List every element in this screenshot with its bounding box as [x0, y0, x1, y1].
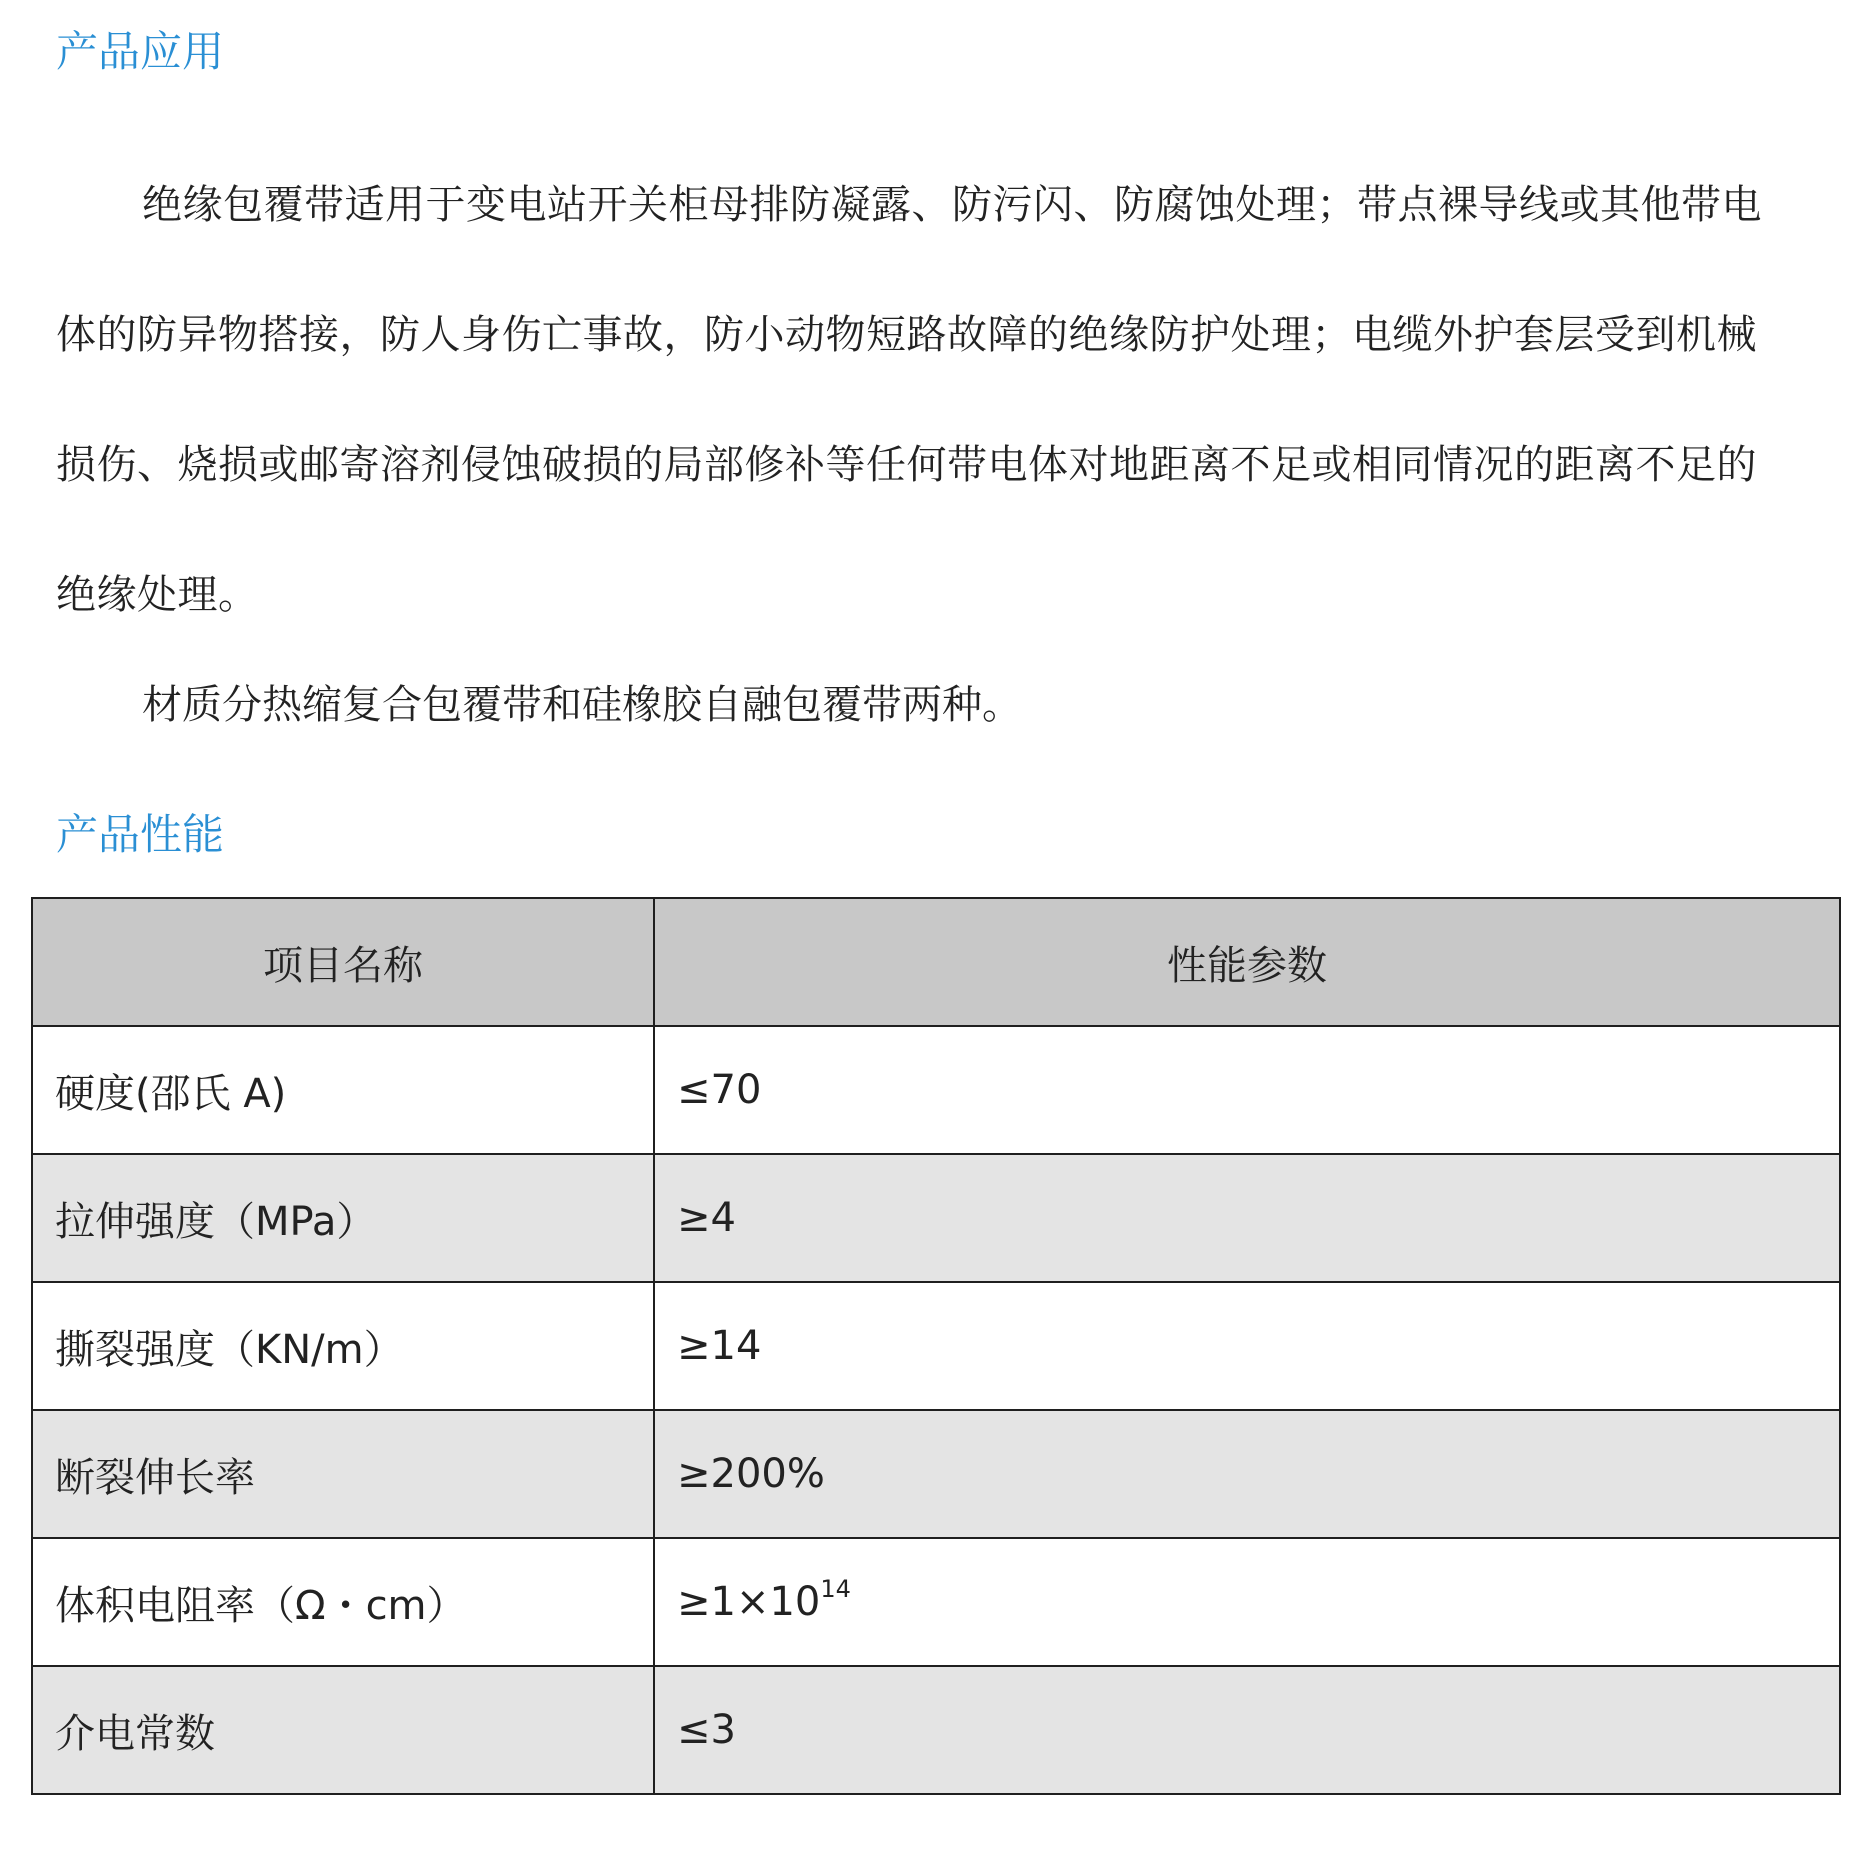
row-parameter-value: ≥14 — [654, 1282, 1840, 1410]
material-paragraph: 材质分热缩复合包覆带和硅橡胶自融包覆带两种。 — [142, 682, 1022, 728]
row-parameter-value: ≥200% — [654, 1410, 1840, 1538]
table-row — [32, 1026, 1840, 1154]
performance-table — [31, 897, 1841, 1795]
table-row — [32, 1282, 1840, 1410]
table-header-row — [32, 898, 1840, 1026]
table-row — [32, 1154, 1840, 1282]
table-row — [32, 1410, 1840, 1538]
header-item-name: 项目名称 — [32, 898, 654, 1026]
table-row — [32, 1538, 1840, 1666]
value-base: ≥1×10 — [677, 1579, 821, 1625]
row-parameter-value: ≤3 — [654, 1666, 1840, 1794]
row-item-name: 拉伸强度（MPa） — [32, 1154, 654, 1282]
section-title-performance: 产品性能 — [56, 810, 225, 859]
row-item-name: 介电常数 — [32, 1666, 654, 1794]
row-item-name: 体积电阻率（Ω・cm） — [32, 1538, 654, 1666]
header-parameter: 性能参数 — [654, 898, 1840, 1026]
table-row — [32, 1666, 1840, 1794]
row-parameter-value: ≤70 — [654, 1026, 1840, 1154]
application-paragraph: 绝缘包覆带适用于变电站开关柜母排防凝露、防污闪、防腐蚀处理；带点裸导线或其他带电体的防异物搭接，防人身伤亡事故，防小动物短路故障的绝缘防护处理；电缆外护套层受到机械损伤、烧损或邮寄溶剂侵蚀破损的局部修补等任何带电体对地距离不足或相同情况的距离不足的绝缘处理。 — [56, 182, 1762, 618]
value-exponent: 14 — [820, 1575, 851, 1603]
section-title-application: 产品应用 — [56, 27, 225, 76]
row-item-name: 硬度(邵氏 A) — [32, 1026, 654, 1154]
row-item-name: 断裂伸长率 — [32, 1410, 654, 1538]
row-parameter-value: ≥4 — [654, 1154, 1840, 1282]
row-parameter-value — [654, 1538, 1840, 1666]
row-item-name: 撕裂强度（KN/m） — [32, 1282, 654, 1410]
